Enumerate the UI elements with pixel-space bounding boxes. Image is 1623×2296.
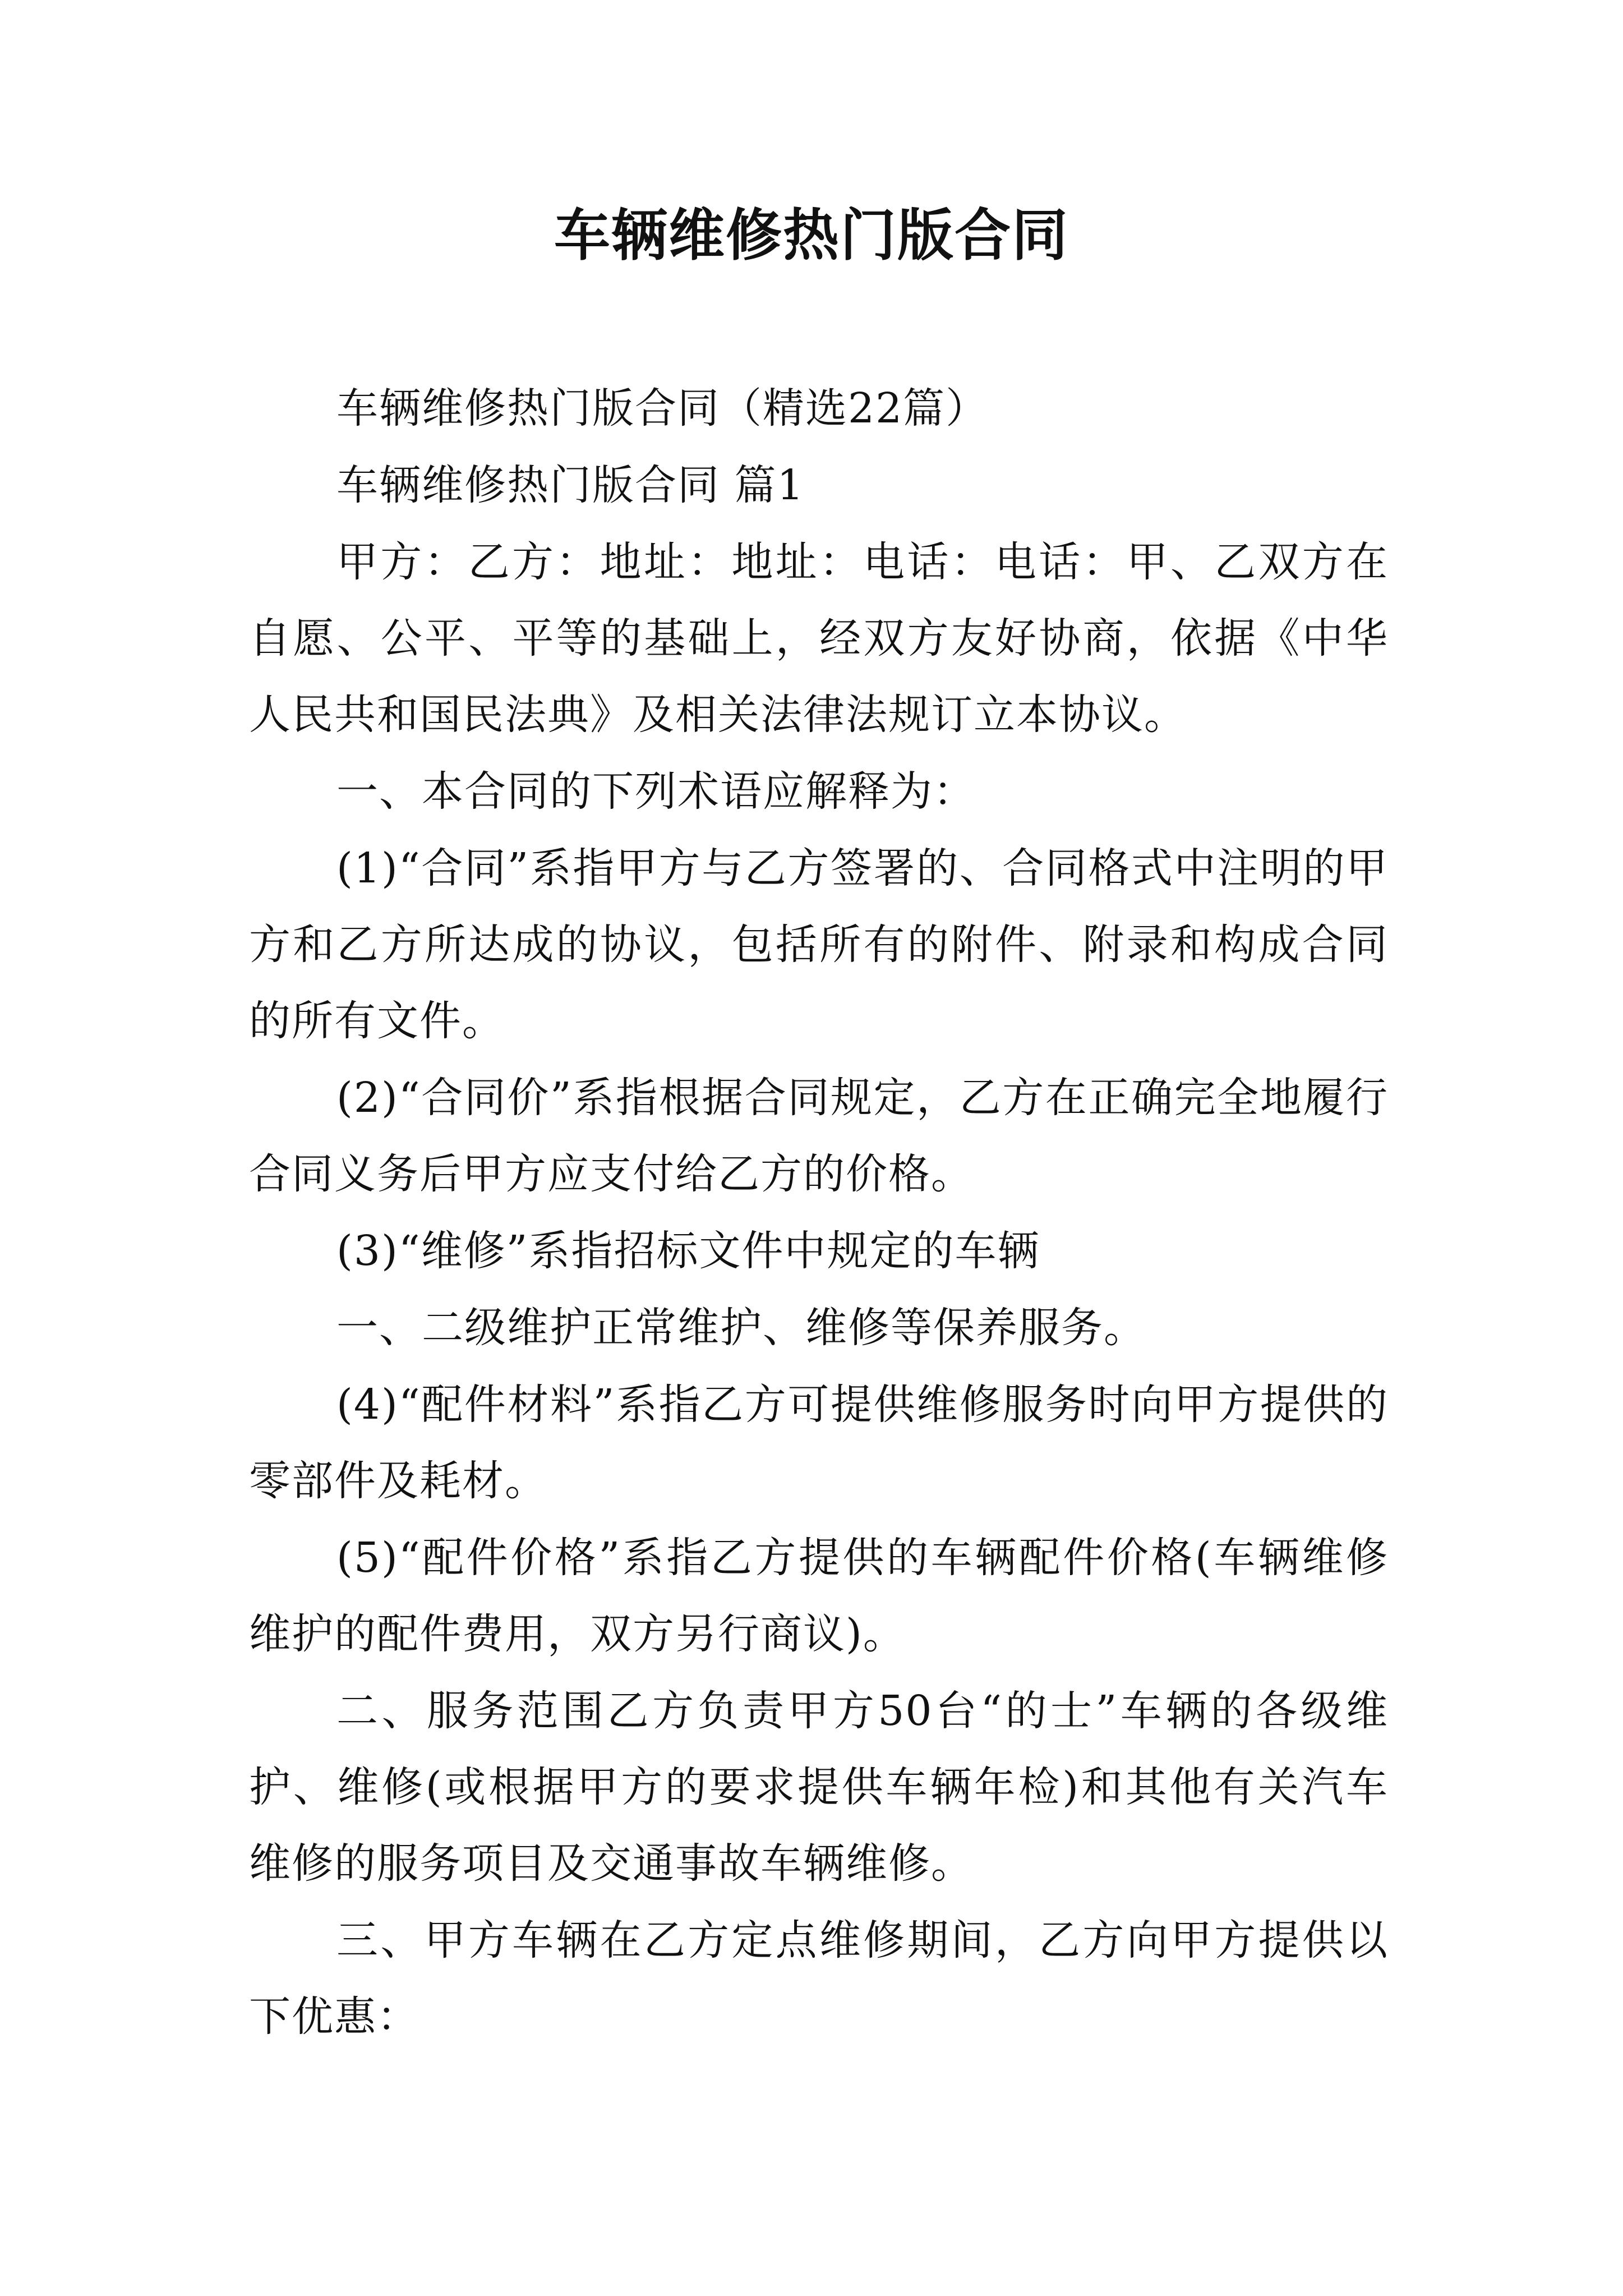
paragraph-term-2: (2)“合同价”系指根据合同规定，乙方在正确完全地履行合同义务后甲方应支付给乙方的价格。 [249,1074,1389,1198]
paragraph-clause-1: 一、本合同的下列术语应解释为： [336,767,976,816]
paragraph-clause-3: 三、甲方车辆在乙方定点维修期间，乙方向甲方提供以下优惠： [249,1916,1389,2041]
paragraph-clause-2: 二、服务范围乙方负责甲方50台“的士”车辆的各级维护、维修(或根据甲方的要求提供车辆年检)和其他有关汽车维修的服务项目及交通事故车辆维修。 [249,1687,1389,1888]
paragraph-term-3-continued: 一、二级维护正常维护、维修等保养服务。 [336,1304,1146,1352]
paragraph-term-4: (4)“配件材料”系指乙方可提供维修服务时向甲方提供的零部件及耗材。 [249,1381,1389,1505]
paragraph-parties: 甲方：乙方：地址：地址：电话：电话：甲、乙双方在自愿、公平、平等的基础上，经双方友好协商，依据《中华人民共和国民法典》及相关法律法规订立本协议。 [249,538,1389,739]
paragraph-section-heading: 车辆维修热门版合同 篇1 [336,461,805,509]
paragraph-subtitle: 车辆维修热门版合同（精选22篇） [336,384,989,432]
paragraph-term-1: (1)“合同”系指甲方与乙方签署的、合同格式中注明的甲方和乙方所达成的协议，包括所有的附件、附录和构成合同的所有文件。 [249,844,1389,1045]
paragraph-term-3: (3)“维修”系指招标文件中规定的车辆 [336,1227,1040,1275]
document-body [249,370,1389,2055]
paragraph-term-5: (5)“配件价格”系指乙方提供的车辆配件价格(车辆维修维护的配件费用，双方另行商议)。 [249,1534,1389,1658]
document-title: 车辆维修热门版合同 [554,203,1069,268]
